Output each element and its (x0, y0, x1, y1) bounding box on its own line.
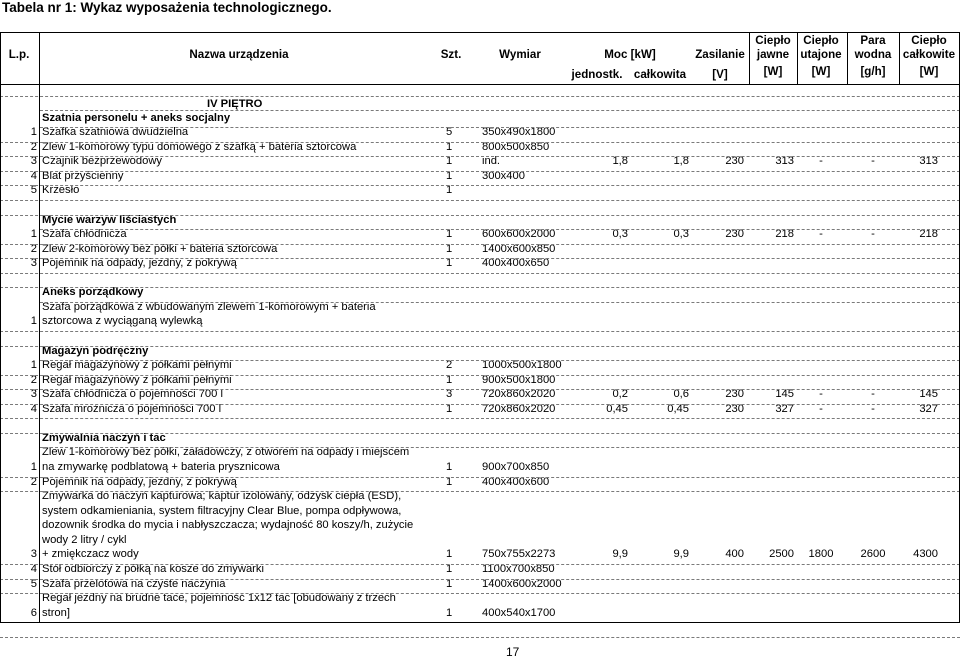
item-lp: 1 (30, 228, 37, 241)
table-title: Tabela nr 1: Wykaz wyposażenia technologicznego. (2, 0, 332, 15)
column-divider (797, 32, 798, 84)
item-heat-sensible: 327 (775, 402, 794, 415)
header-cieplo-utajone-3: [W] (811, 65, 831, 78)
item-voltage: 230 (725, 388, 744, 401)
page-number: 17 (506, 645, 520, 659)
item-lp: 5 (30, 184, 37, 197)
item-dimensions: 350x490x1800 (482, 126, 556, 139)
header-szt: Szt. (440, 48, 462, 61)
item-name: wody 2 litry / cykl (42, 533, 127, 546)
column-divider (39, 32, 40, 622)
item-lp: 2 (30, 373, 37, 386)
row-divider (0, 477, 960, 478)
item-dimensions: ind. (482, 155, 501, 168)
item-qty: 1 (446, 228, 453, 241)
item-dimensions: 900x700x850 (482, 461, 550, 474)
header-para-2: wodna (854, 48, 892, 61)
item-name: dozownik środka do mycia i nabłyszczacza; wydajność 80 koszy/h, zużycie (42, 519, 414, 532)
item-name: Szafa chłodnicza (42, 228, 127, 241)
row-divider (0, 564, 960, 565)
item-heat-total: 313 (919, 155, 938, 168)
item-qty: 1 (446, 475, 453, 488)
item-dimensions: 400x540x1700 (482, 606, 556, 619)
header-zasilanie: Zasilanie (695, 48, 745, 61)
row-divider (40, 229, 960, 230)
item-qty: 1 (446, 184, 453, 197)
row-divider (0, 244, 960, 245)
item-name: Zlew 1-komorowy bez półki, załadowczy, z otworem na odpady i miejscem (42, 446, 410, 459)
row-divider (0, 142, 960, 143)
item-name: Pojemnik na odpady, jezdny, z pokrywą (42, 475, 237, 488)
item-dimensions: 400x400x650 (482, 257, 550, 270)
row-divider (0, 156, 960, 157)
item-heat-total: 327 (919, 402, 938, 415)
table-left-border (0, 32, 1, 622)
item-name: na zmywarkę podblatową + bateria prysznicowa (42, 461, 280, 474)
item-lp: 2 (30, 475, 37, 488)
item-qty: 1 (446, 155, 453, 168)
item-name: Regał magazynowy z półkami pełnymi (42, 359, 232, 372)
item-power-total: 1,8 (673, 155, 689, 168)
column-divider (749, 32, 750, 84)
row-divider (0, 579, 960, 580)
item-power-unit: 1,8 (612, 155, 628, 168)
column-divider (847, 32, 848, 84)
item-lp: 2 (30, 242, 37, 255)
row-divider (0, 200, 960, 201)
item-steam: - (871, 155, 875, 168)
item-power-unit: 0,2 (612, 388, 628, 401)
item-heat-total: 145 (919, 388, 938, 401)
item-name: Czajnik bezprzewodowy (42, 155, 163, 168)
item-steam: - (871, 402, 875, 415)
item-heat-total: 218 (919, 228, 938, 241)
column-divider (899, 32, 900, 84)
item-qty: 1 (446, 373, 453, 386)
header-zasilanie-unit: [V] (712, 68, 728, 81)
item-qty: 1 (446, 461, 453, 474)
table-bottom-border (0, 622, 960, 623)
header-para-3: [g/h] (860, 65, 886, 78)
item-heat-latent: - (819, 228, 823, 241)
row-divider (0, 215, 960, 216)
item-steam: 2600 (860, 548, 886, 561)
item-name: Szafa chłodnicza o pojemności 700 l (42, 388, 223, 401)
section-title: Aneks porządkowy (42, 286, 144, 299)
item-power-total: 9,9 (673, 548, 689, 561)
row-divider (40, 127, 960, 128)
row-divider (0, 389, 960, 390)
item-dimensions: 600x600x2000 (482, 228, 556, 241)
row-divider (0, 593, 960, 594)
item-heat-sensible: 313 (775, 155, 794, 168)
row-divider (0, 433, 960, 434)
item-heat-latent: - (819, 402, 823, 415)
item-name: stron] (42, 606, 70, 619)
item-lp: 3 (30, 155, 37, 168)
item-lp: 4 (30, 402, 37, 415)
item-power-unit: 0,3 (612, 228, 628, 241)
item-power-unit: 9,9 (612, 548, 628, 561)
item-name: Regał magazynowy z półkami pełnymi (42, 373, 232, 386)
item-qty: 1 (446, 242, 453, 255)
row-divider (40, 110, 960, 111)
item-name: Zlew 1-komorowy typu domowego z szafką + bateria sztorcowa (42, 140, 357, 153)
item-name: Regał jezdny na brudne tace, pojemność 1x12 tac [obudowany z trzech (42, 592, 396, 605)
item-steam: - (871, 228, 875, 241)
item-qty: 1 (446, 140, 453, 153)
row-divider (0, 287, 960, 288)
row-divider (0, 375, 960, 376)
item-qty: 1 (446, 402, 453, 415)
item-qty: 1 (446, 169, 453, 182)
row-divider (0, 258, 960, 259)
item-name: Pojemnik na odpady, jezdny, z pokrywą (42, 257, 237, 270)
row-divider (40, 447, 960, 448)
row-divider (0, 171, 960, 172)
item-dimensions: 300x400 (482, 169, 525, 182)
header-lp: L.p. (8, 48, 30, 61)
header-top-border (0, 32, 960, 33)
item-qty: 2 (446, 359, 453, 372)
item-name: + zmiękczacz wody (42, 548, 139, 561)
section-title: Mycie warzyw liściastych (42, 213, 177, 226)
item-lp: 1 (30, 461, 37, 474)
item-dimensions: 1400x600x850 (482, 242, 556, 255)
item-dimensions: 900x500x1800 (482, 373, 556, 386)
item-name: system odkamieniania, system filtracyjny Clear Blue, pompa odpływowa, (42, 504, 402, 517)
header-cieplo-utajone-2: utajone (800, 48, 842, 61)
header-bottom-border (0, 84, 960, 85)
header-cieplo-jawne-3: [W] (763, 65, 783, 78)
item-qty: 3 (446, 388, 453, 401)
item-lp: 6 (30, 606, 37, 619)
item-dimensions: 720x860x2020 (482, 402, 556, 415)
header-cieplo-utajone-1: Ciepło (803, 34, 839, 47)
item-voltage: 230 (725, 402, 744, 415)
item-dimensions: 750x755x2273 (482, 548, 556, 561)
header-nazwa: Nazwa urządzenia (189, 48, 289, 61)
item-lp: 2 (30, 140, 37, 153)
row-divider (0, 346, 960, 347)
item-power-total: 0,3 (673, 228, 689, 241)
item-qty: 5 (446, 126, 453, 139)
item-dimensions: 1000x500x1800 (482, 359, 562, 372)
header-cieplo-jawne-1: Ciepło (755, 34, 791, 47)
item-power-total: 0,45 (667, 402, 689, 415)
item-voltage: 230 (725, 228, 744, 241)
header-cieplo-calkowite-3: [W] (919, 65, 939, 78)
item-name: Szafa przelotowa na czyste naczynia (42, 577, 226, 590)
item-power-unit: 0,45 (606, 402, 628, 415)
item-qty: 1 (446, 577, 453, 590)
item-name: Zmywarka do naczyń kapturowa; kaptur izolowany, odzysk ciepła (ESD), (42, 490, 402, 503)
row-divider (0, 491, 960, 492)
row-divider (0, 185, 960, 186)
row-divider (0, 331, 960, 332)
item-name: Szafka szatniowa dwudzielna (42, 126, 189, 139)
item-heat-latent: 1800 (808, 548, 834, 561)
item-heat-latent: - (819, 388, 823, 401)
item-name: sztorcowa z wyciąganą wylewką (42, 315, 203, 328)
item-name: Blat przyścienny (42, 169, 124, 182)
header-para-1: Para (860, 34, 886, 47)
row-divider (0, 637, 960, 638)
item-voltage: 400 (725, 548, 744, 561)
item-qty: 1 (446, 257, 453, 270)
item-dimensions: 400x400x600 (482, 475, 550, 488)
item-heat-latent: - (819, 155, 823, 168)
item-lp: 1 (30, 126, 37, 139)
item-steam: - (871, 388, 875, 401)
item-power-total: 0,6 (673, 388, 689, 401)
item-heat-total: 4300 (913, 548, 938, 561)
section-title: Szatnia personelu + aneks socjalny (42, 111, 231, 124)
item-name: Stół odbiorczy z półką na kosze do zmywarki (42, 562, 264, 575)
header-moc-jednostkowa: jednostk. (571, 68, 623, 81)
item-heat-sensible: 218 (775, 228, 794, 241)
item-lp: 4 (30, 169, 37, 182)
item-dimensions: 720x860x2020 (482, 388, 556, 401)
header-moc-calkowita: całkowita (633, 68, 687, 81)
row-divider (0, 96, 960, 97)
floor-label: IV PIĘTRO (207, 98, 263, 110)
item-lp: 1 (30, 315, 37, 328)
section-title: Magazyn podręczny (42, 344, 149, 357)
item-heat-sensible: 145 (775, 388, 794, 401)
item-dimensions: 1100x700x850 (482, 562, 555, 575)
item-name: Krzesło (42, 184, 80, 197)
header-cieplo-calkowite-1: Ciepło (911, 34, 947, 47)
row-divider (0, 273, 960, 274)
header-wymiar: Wymiar (499, 48, 541, 61)
item-voltage: 230 (725, 155, 744, 168)
row-divider (0, 404, 960, 405)
row-divider (40, 302, 960, 303)
item-qty: 1 (446, 548, 453, 561)
item-qty: 1 (446, 606, 453, 619)
item-qty: 1 (446, 562, 453, 575)
item-lp: 4 (30, 562, 37, 575)
row-divider (0, 418, 960, 419)
item-lp: 3 (30, 257, 37, 270)
item-dimensions: 1400x600x2000 (482, 577, 562, 590)
item-lp: 5 (30, 577, 37, 590)
item-lp: 1 (30, 359, 37, 372)
section-title: Zmywalnia naczyń i tac (42, 431, 166, 444)
item-lp: 3 (30, 548, 37, 561)
item-lp: 3 (30, 388, 37, 401)
item-name: Szafa porządkowa z wbudowanym zlewem 1-komorowym + bateria (42, 300, 376, 313)
header-cieplo-calkowite-2: całkowite (902, 48, 956, 61)
item-name: Szafa mroźnicza o pojemności 700 l (42, 402, 222, 415)
item-heat-sensible: 2500 (769, 548, 794, 561)
header-cieplo-jawne-2: jawne (756, 48, 790, 61)
item-name: Zlew 2-komorowy bez półki + bateria sztorcowa (42, 242, 278, 255)
item-dimensions: 800x500x850 (482, 140, 550, 153)
row-divider (40, 360, 960, 361)
header-moc: Moc [kW] (604, 48, 656, 61)
